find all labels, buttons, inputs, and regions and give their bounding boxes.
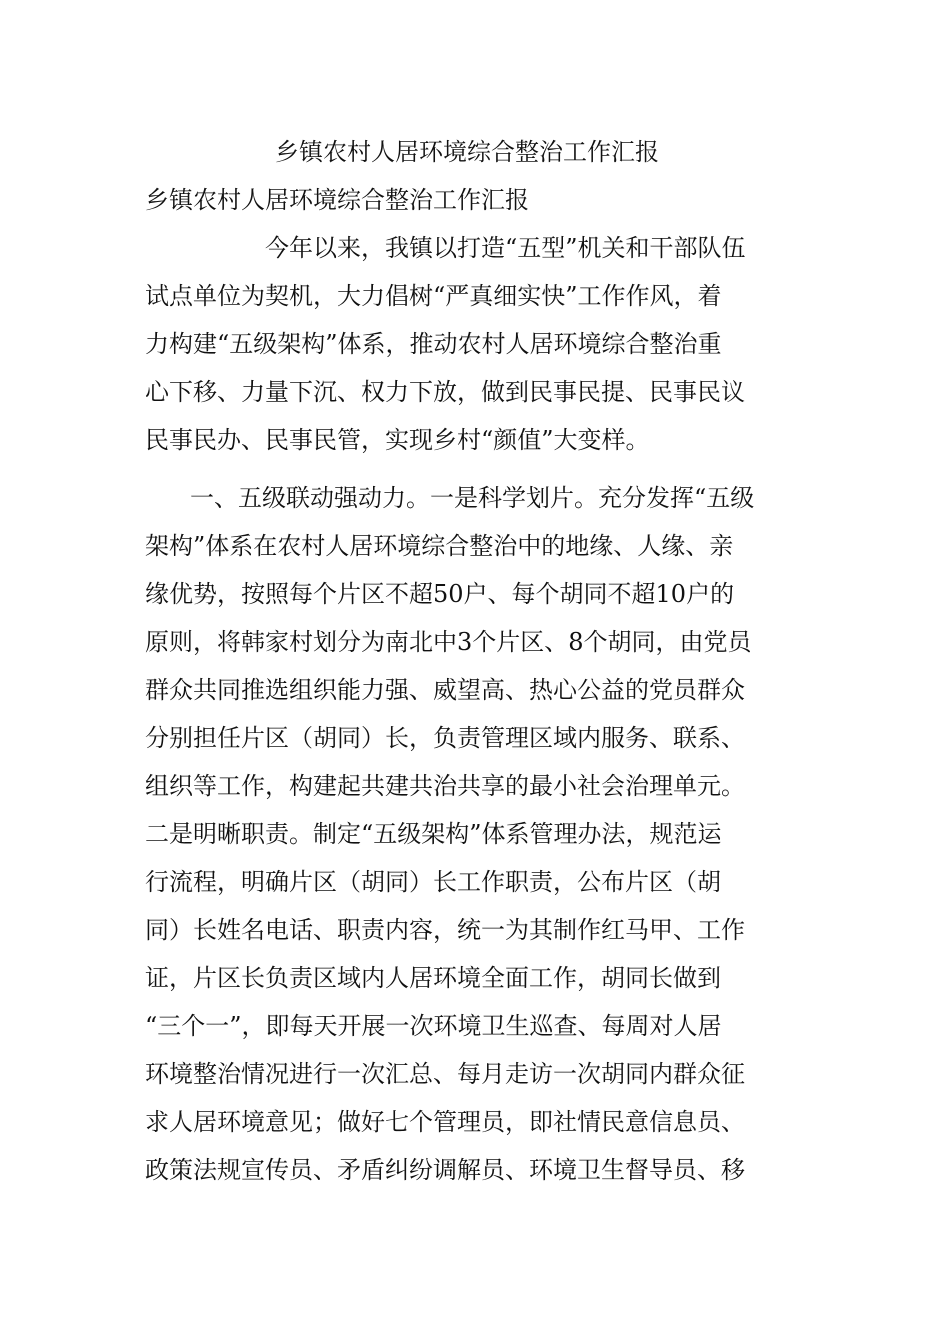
document-subtitle: 乡镇农村人居环境综合整治工作汇报 bbox=[145, 186, 529, 214]
paragraph-line: 民事民办、民事民管，实现乡村“颜值”大变样。 bbox=[145, 426, 650, 454]
paragraph-line: 缘优势，按照每个片区不超50户、每个胡同不超10户的 bbox=[145, 580, 735, 608]
paragraph-line: 政策法规宣传员、矛盾纠纷调解员、环境卫生督导员、移 bbox=[145, 1156, 745, 1184]
document-title: 乡镇农村人居环境综合整治工作汇报 bbox=[275, 138, 659, 166]
paragraph-line: 试点单位为契机，大力倡树“严真细实快”工作作风，着 bbox=[145, 282, 722, 310]
paragraph-line: 群众共同推选组织能力强、威望高、热心公益的党员群众 bbox=[145, 676, 745, 704]
paragraph-line: 同）长姓名电话、职责内容，统一为其制作红马甲、工作 bbox=[145, 916, 745, 944]
paragraph-line: 证，片区长负责区域内人居环境全面工作，胡同长做到 bbox=[145, 964, 721, 992]
paragraph-line: 行流程，明确片区（胡同）长工作职责，公布片区（胡 bbox=[145, 868, 721, 896]
paragraph-line: 心下移、力量下沉、权力下放，做到民事民提、民事民议 bbox=[145, 378, 745, 406]
paragraph-line: “三个一”，即每天开展一次环境卫生巡查、每周对人居 bbox=[145, 1012, 722, 1040]
paragraph-line: 今年以来，我镇以打造“五型”机关和干部队伍 bbox=[265, 234, 746, 262]
paragraph-line: 分别担任片区（胡同）长，负责管理区域内服务、联系、 bbox=[145, 724, 745, 752]
paragraph-line: 二是明晰职责。制定“五级架构”体系管理办法，规范运 bbox=[145, 820, 722, 848]
paragraph-line: 原则，将韩家村划分为南北中3个片区、8个胡同，由党员 bbox=[145, 628, 752, 656]
paragraph-line: 组织等工作，构建起共建共治共享的最小社会治理单元。 bbox=[145, 772, 745, 800]
paragraph-line: 架构”体系在农村人居环境综合整治中的地缘、人缘、亲 bbox=[145, 532, 734, 560]
paragraph-line: 一、五级联动强动力。一是科学划片。充分发挥“五级 bbox=[190, 484, 755, 512]
paragraph-line: 求人居环境意见；做好七个管理员，即社情民意信息员、 bbox=[145, 1108, 745, 1136]
paragraph-line: 环境整治情况进行一次汇总、每月走访一次胡同内群众征 bbox=[145, 1060, 745, 1088]
paragraph-line: 力构建“五级架构”体系，推动农村人居环境综合整治重 bbox=[145, 330, 722, 358]
